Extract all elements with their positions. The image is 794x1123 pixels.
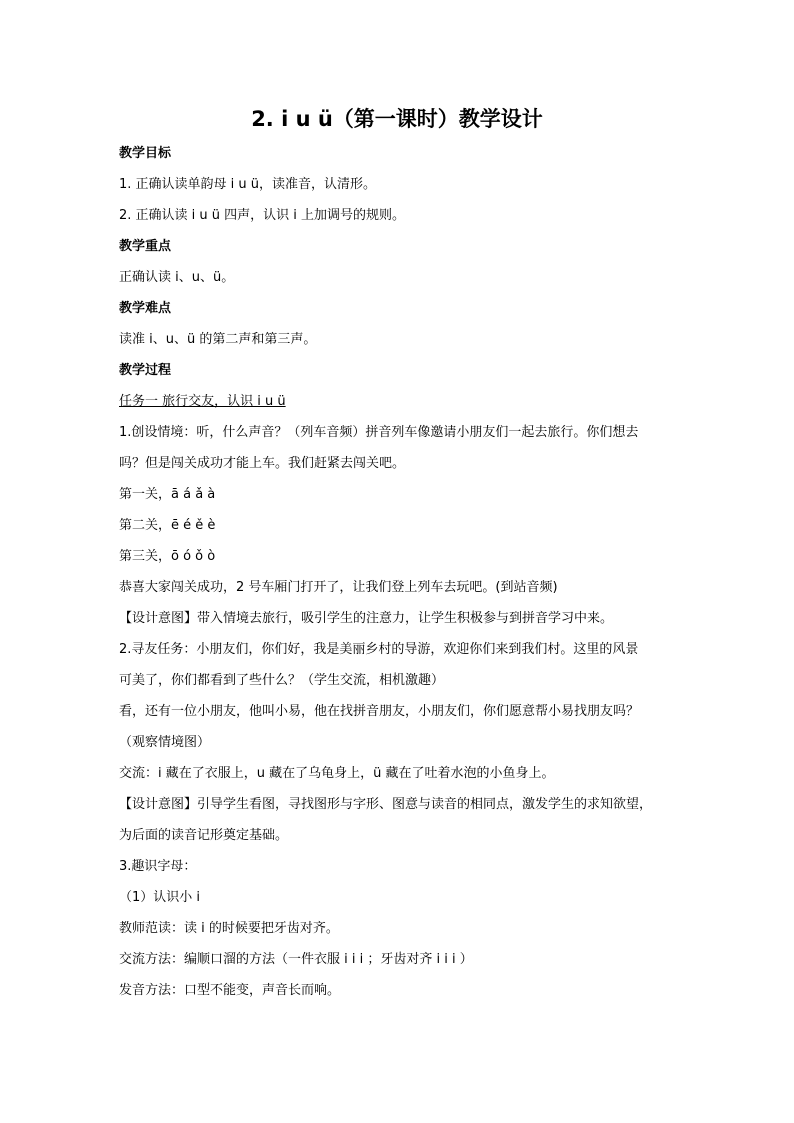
congrats-text: 恭喜大家闯关成功，2 号车厢门打开了，让我们登上列车去玩吧。(到站音频)	[119, 580, 558, 595]
pronounce-text: 发音方法：口型不能变，声音长而响。	[119, 983, 341, 998]
subsection-1: （1）认识小 i	[119, 890, 201, 905]
task-1-heading: 任务一 旅行交友，认识 i u ü	[119, 394, 286, 409]
exchange-text: 交流：i 藏在了衣服上，u 藏在了乌龟身上，ü 藏在了吐着水泡的小鱼身上。	[119, 766, 555, 781]
look-line-2: （观察情境图）	[119, 735, 211, 750]
paragraph-1-line-1: 1.创设情境：听，什么声音？（列车音频）拼音列车像邀请小朋友们一起去旅行。你们想去	[119, 425, 639, 440]
key-points-heading: 教学重点	[119, 239, 172, 254]
design-intent-2-line-1: 【设计意图】引导学生看图，寻找图形与字形、图意与读音的相同点，激发学生的求知欲望，	[119, 797, 653, 812]
method-text: 交流方法：编顺口溜的方法（一件衣服 i i i ；牙齿对齐 i i i ）	[119, 952, 473, 967]
design-intent-1: 【设计意图】带入情境去旅行，吸引学生的注意力，让学生积极参与到拼音学习中来。	[119, 611, 614, 626]
paragraph-1-line-2: 吗？但是闯关成功才能上车。我们赶紧去闯关吧。	[119, 456, 406, 471]
paragraph-3: 3.趣识字母：	[119, 859, 197, 874]
teacher-demo: 教师范读：读 i 的时候要把牙齿对齐。	[119, 921, 339, 936]
objective-1: 1. 正确认读单韵母 i u ü，读准音，认清形。	[119, 177, 377, 192]
level-1: 第一关，ā á ǎ à	[119, 487, 216, 502]
document-body	[119, 138, 689, 1006]
paragraph-2-line-2: 可美了，你们都看到了些什么？（学生交流，相机激趣）	[119, 673, 445, 688]
level-2: 第二关，ē é ě è	[119, 518, 216, 533]
paragraph-2-line-1: 2.寻友任务：小朋友们，你们好，我是美丽乡村的导游，欢迎你们来到我们村。这里的风景	[119, 642, 639, 657]
design-intent-2-line-2: 为后面的读音记形奠定基础。	[119, 828, 289, 843]
process-heading: 教学过程	[119, 363, 172, 378]
difficulties-text: 读准 i、u、ü 的第二声和第三声。	[119, 332, 317, 347]
objectives-heading: 教学目标	[119, 146, 172, 161]
page-title: 2. i u ü（第一课时）教学设计	[251, 107, 543, 131]
level-3: 第三关，ō ó ǒ ò	[119, 549, 216, 564]
key-points-text: 正确认读 i、u、ü。	[119, 270, 235, 285]
look-line-1: 看，还有一位小朋友，他叫小易，他在找拼音朋友，小朋友们，你们愿意帮小易找朋友吗？	[119, 704, 640, 719]
difficulties-heading: 教学难点	[119, 301, 172, 316]
objective-2: 2. 正确认读 i u ü 四声，认识 i 上加调号的规则。	[119, 208, 406, 223]
